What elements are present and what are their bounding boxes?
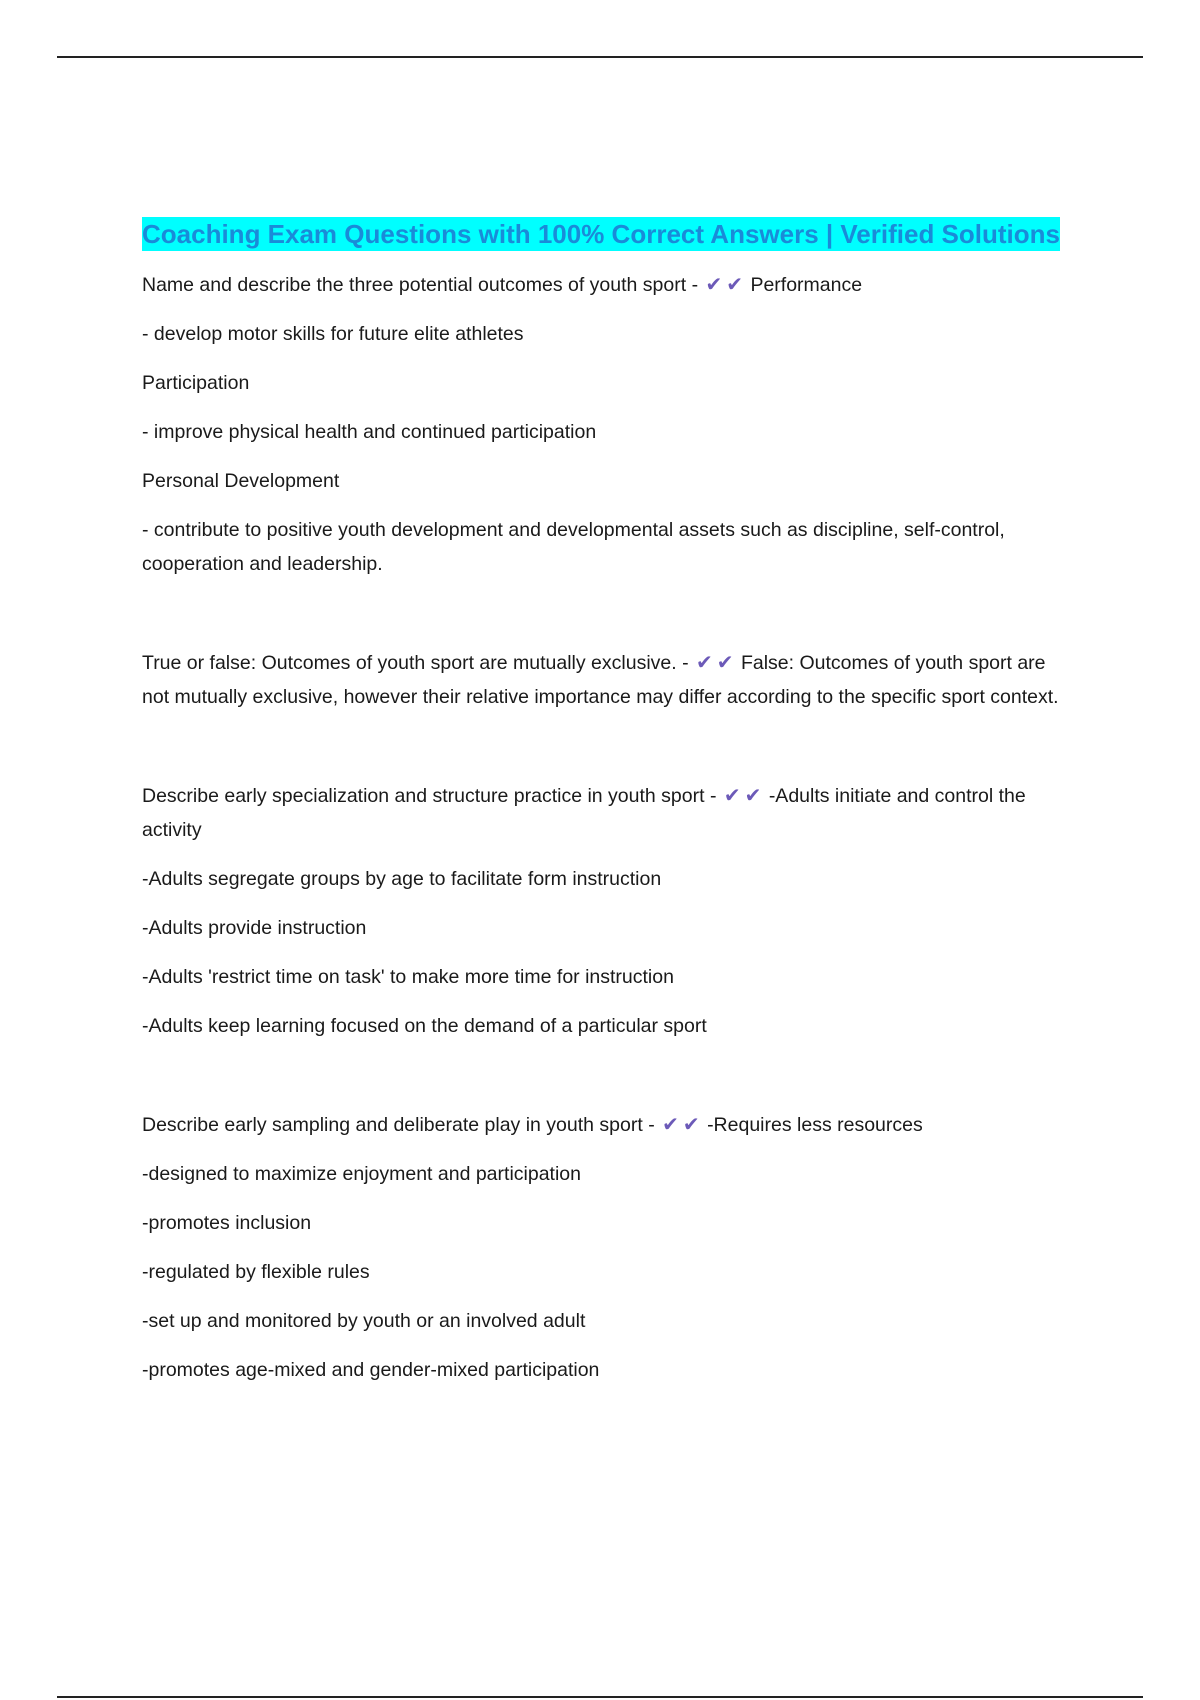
block-spacer <box>142 729 1062 779</box>
check-icon: ✔ <box>696 652 713 674</box>
answer-line: -Adults segregate groups by age to facilitate form instruction <box>142 868 662 890</box>
answer-line: -set up and monitored by youth or an involved adult <box>142 1310 586 1332</box>
footer-rule <box>57 1696 1143 1698</box>
qa-block <box>142 779 1062 1043</box>
qa-block <box>142 268 1062 581</box>
block-spacer <box>142 596 1062 646</box>
check-icon: ✔ <box>723 785 741 807</box>
document-body <box>142 212 1062 1402</box>
title-highlight: Coaching Exam Questions with 100% Correct Answers | Verified Solutions <box>142 219 1060 249</box>
check-icon: ✔ <box>682 1114 700 1136</box>
answer-line: -Adults 'restrict time on task' to make more time for instruction <box>142 966 674 988</box>
answer-text: -Requires less resources <box>707 1114 923 1136</box>
answer-line: -promotes inclusion <box>142 1212 312 1234</box>
question-line <box>142 1108 1062 1142</box>
answer-line: Participation <box>142 372 250 394</box>
question-line <box>142 646 1062 714</box>
question-line <box>142 779 1062 847</box>
document-title <box>142 212 1062 256</box>
header-rule <box>57 56 1143 58</box>
answer-line: -designed to maximize enjoyment and participation <box>142 1163 581 1185</box>
answer-line: -Adults keep learning focused on the demand of a particular sport <box>142 1015 707 1037</box>
answer-line: -regulated by flexible rules <box>142 1261 370 1283</box>
check-icon: ✔ <box>705 274 723 296</box>
answer-line: -promotes age-mixed and gender-mixed participation <box>142 1359 600 1381</box>
answer-line: - develop motor skills for future elite athletes <box>142 323 524 345</box>
check-icon: ✔ <box>744 785 762 807</box>
question-text: Name and describe the three potential outcomes of youth sport - <box>142 274 699 296</box>
answer-line: Personal Development <box>142 470 340 492</box>
qa-block <box>142 1108 1062 1387</box>
answer-line: - contribute to positive youth development and developmental assets such as discipline, self-control, cooperation and leadership. <box>142 519 1005 575</box>
block-spacer <box>142 1058 1062 1108</box>
answer-line: - improve physical health and continued participation <box>142 421 597 443</box>
check-icon: ✔ <box>662 1114 679 1136</box>
question-line <box>142 268 1062 302</box>
question-text: Describe early specialization and structure practice in youth sport - <box>142 785 717 807</box>
question-text: Describe early sampling and deliberate play in youth sport - <box>142 1114 655 1136</box>
answer-text: -Adults initiate and control the activity <box>142 785 1026 841</box>
question-text: True or false: Outcomes of youth sport are mutually exclusive. - <box>142 652 689 674</box>
answer-text: Performance <box>750 274 863 296</box>
check-icon: ✔ <box>726 274 744 296</box>
check-icon: ✔ <box>716 652 734 674</box>
answer-text: False: Outcomes of youth sport are not mutually exclusive, however their relative importance may differ according to the specific sport context. <box>142 652 1059 708</box>
qa-block <box>142 646 1062 714</box>
answer-line: -Adults provide instruction <box>142 917 367 939</box>
